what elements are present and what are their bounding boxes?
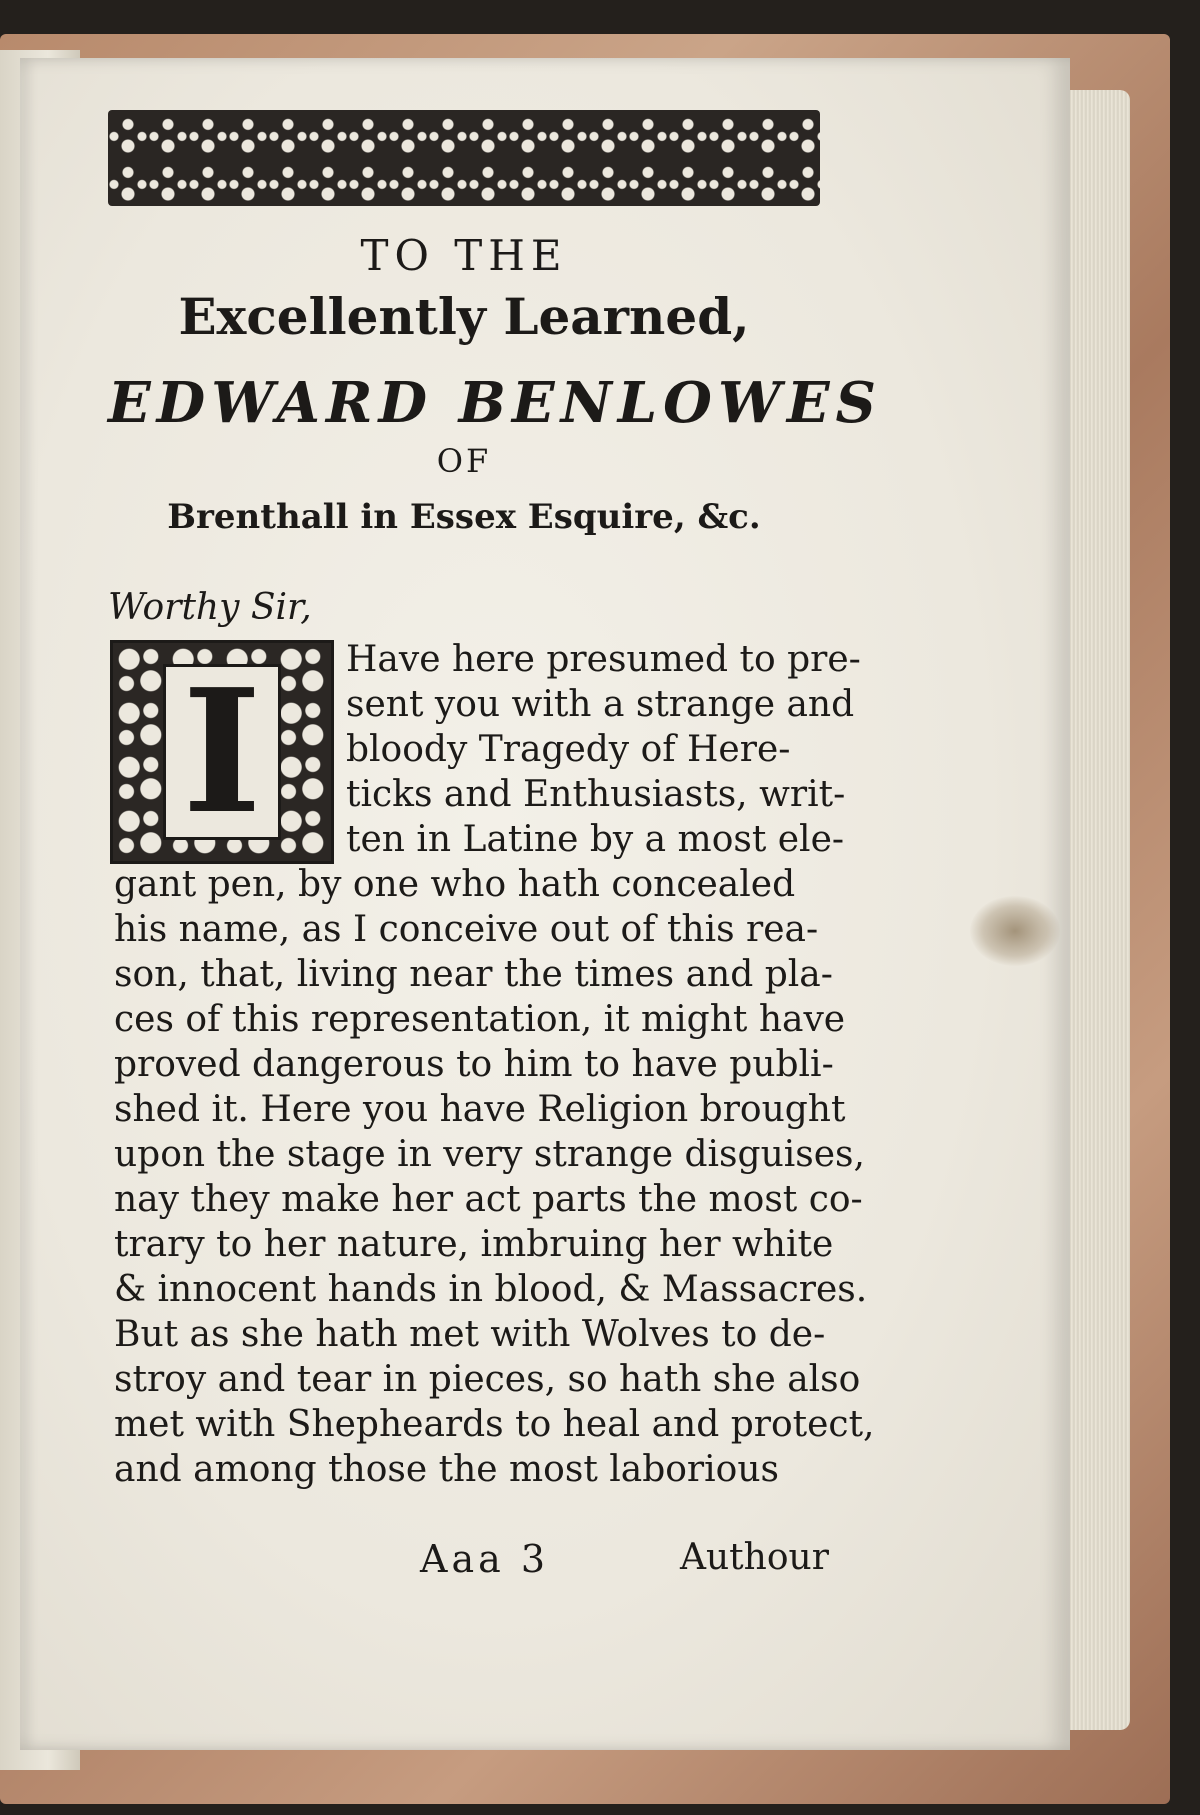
body-line: & innocent hands in blood, & Massacres. [114,1269,868,1310]
body-line: ten in Latine by a most ele- [346,819,845,860]
body-line: stroy and tear in pieces, so hath she also [114,1359,861,1400]
headpiece-ornament [108,110,820,206]
body-line: sent you with a strange and [346,684,855,725]
body-line: nay they make her act parts the most co- [114,1179,863,1220]
body-line: ces of this representation, it might have [114,999,846,1040]
body-line: upon the stage in very strange disguises, [114,1134,865,1175]
body-line: son, that, living near the times and pla- [114,954,833,995]
drop-cap-letter: I [163,664,281,840]
heading-place: Brenthall in Essex Esquire, &c. [167,497,761,537]
body-line: gant pen, by one who hath concealed [114,864,796,905]
body-line: bloody Tragedy of Here- [346,729,791,770]
signature-mark: Aaa 3 [420,1537,550,1581]
body-line: and among those the most laborious [114,1449,779,1490]
body-line: But as she hath met with Wolves to de- [114,1314,826,1355]
body-line: ticks and Enthusiasts, writ- [346,774,846,815]
stain-mark [970,896,1060,966]
body-line: Have here presumed to pre- [346,639,861,680]
salutation: Worthy Sir, [108,587,312,628]
body-line: trary to her nature, imbruing her white [114,1224,834,1265]
heading-name: EDWARD BENLOWES [108,370,882,436]
body-line: his name, as I conceive out of this rea- [114,909,819,950]
body-line: shed it. Here you have Religion brought [114,1089,846,1130]
heading-of: OF [436,442,492,480]
catchword: Authour [680,1537,829,1578]
body-line: proved dangerous to him to have publi- [114,1044,834,1085]
decorated-initial [110,640,334,864]
heading-excellently-learned: Excellently Learned, [178,287,750,346]
heading-to-the: TO THE [360,231,568,280]
body-line: met with Shepheards to heal and protect, [114,1404,875,1445]
